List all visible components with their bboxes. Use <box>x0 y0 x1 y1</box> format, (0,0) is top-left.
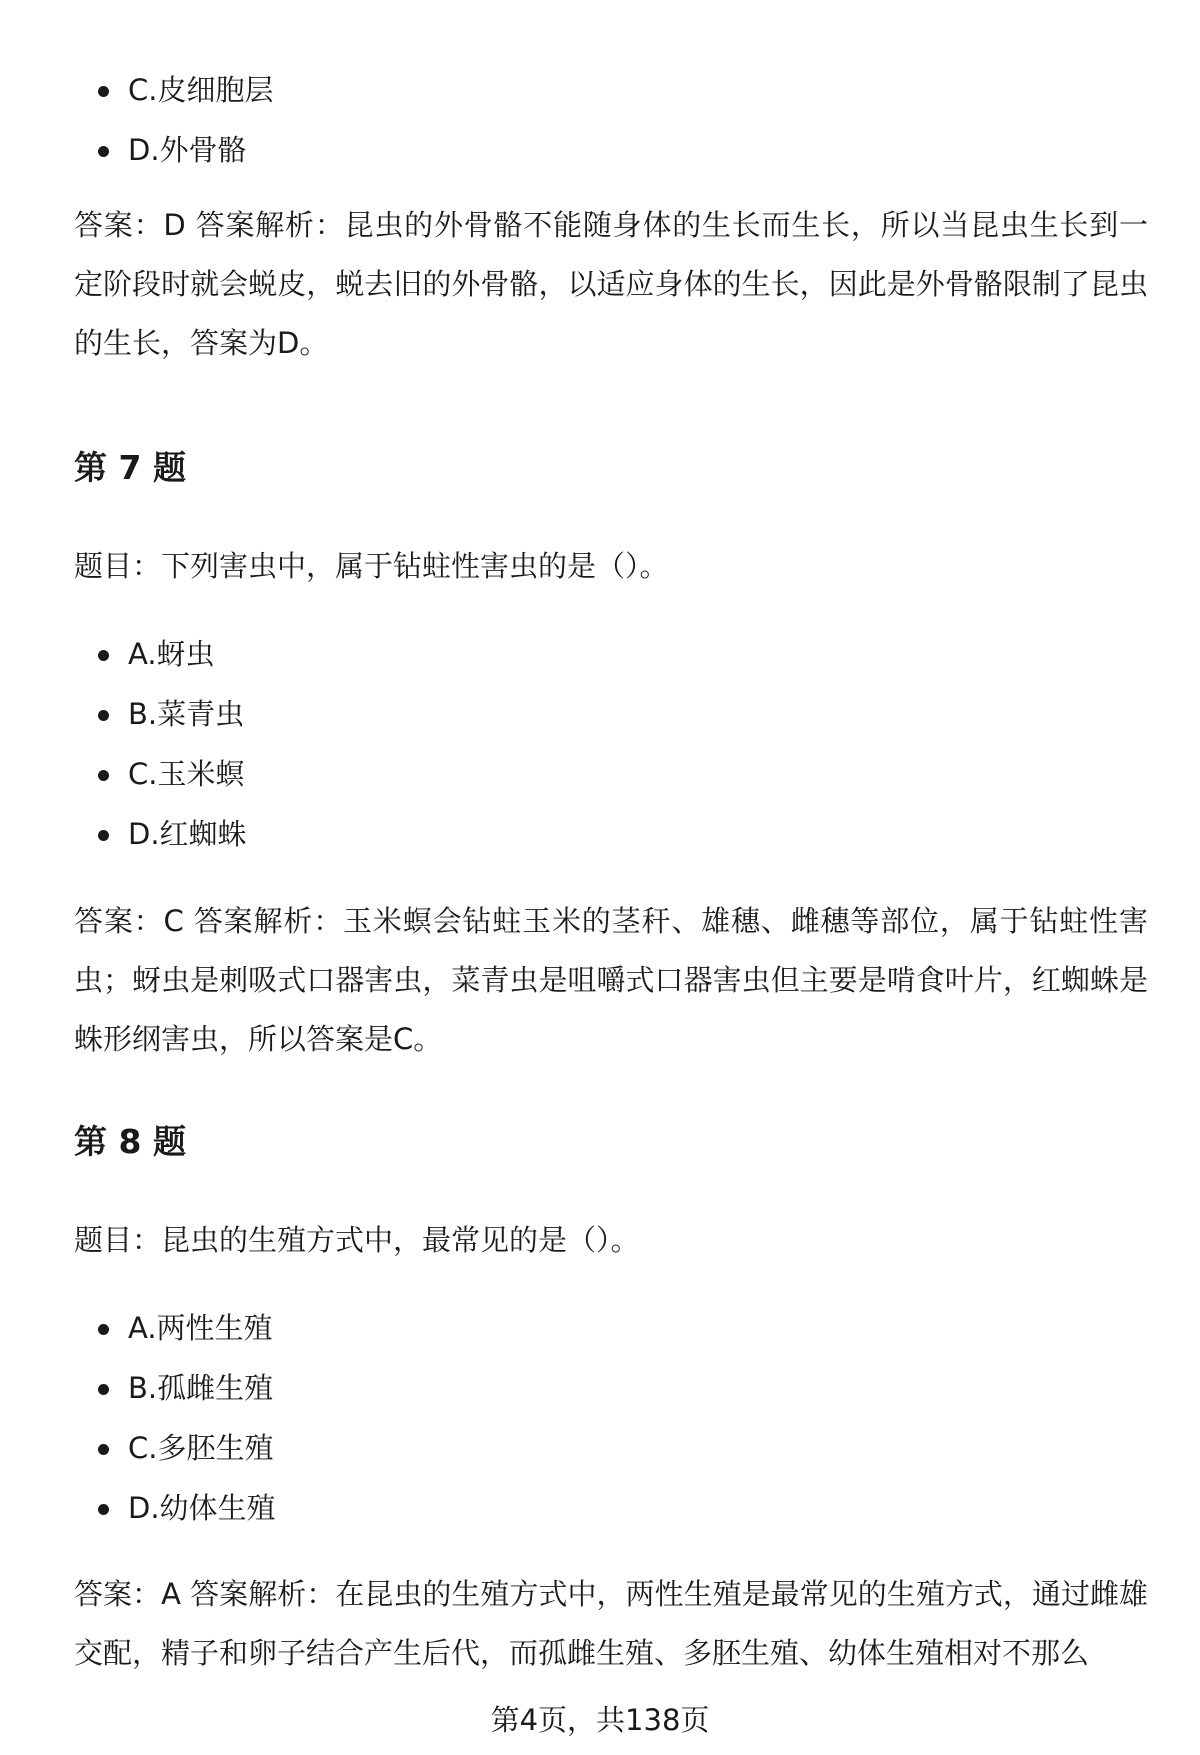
option-c: C.玉米螟 <box>74 744 1148 804</box>
question-8-answer-explanation: 答案：A 答案解析：在昆虫的生殖方式中，两性生殖是最常见的生殖方式，通过雌雄交配，精子和卵子结合产生后代，而孤雌生殖、多胚生殖、幼体生殖相对不那么 <box>74 1577 1148 1670</box>
option-d: D.幼体生殖 <box>74 1478 1148 1538</box>
option-b: B.孤雌生殖 <box>74 1358 1148 1418</box>
option-b: B.菜青虫 <box>74 684 1148 744</box>
option-d: D.红蜘蛛 <box>74 804 1148 864</box>
prev-answer-explanation: 答案：D 答案解析：昆虫的外骨骼不能随身体的生长而生长，所以当昆虫生长到一定阶段时就会蜕皮，蜕去旧的外骨骼，以适应身体的生长，因此是外骨骼限制了昆虫的生长，答案为D。 <box>74 208 1148 360</box>
question-7-options <box>74 624 1148 864</box>
question-8-stem: 题目：昆虫的生殖方式中，最常见的是（）。 <box>74 1223 640 1257</box>
question-8-heading: 第 8 题 <box>74 1122 186 1161</box>
prev-options-list <box>74 60 1148 180</box>
question-7-heading: 第 7 题 <box>74 448 186 487</box>
page-number-footer: 第4页，共138页 <box>490 1703 710 1737</box>
option-a: A.两性生殖 <box>74 1298 1148 1358</box>
question-8-options <box>74 1298 1148 1538</box>
question-7-stem: 题目：下列害虫中，属于钻蛀性害虫的是（）。 <box>74 549 669 583</box>
option-c: C.多胚生殖 <box>74 1418 1148 1478</box>
option-a: A.蚜虫 <box>74 624 1148 684</box>
question-7-answer-explanation: 答案：C 答案解析：玉米螟会钻蛀玉米的茎秆、雄穗、雌穗等部位，属于钻蛀性害虫；蚜虫是刺吸式口器害虫，菜青虫是咀嚼式口器害虫但主要是啃食叶片，红蜘蛛是蛛形纲害虫，所以答案是C。 <box>74 904 1148 1056</box>
option-c: C.皮细胞层 <box>74 60 1148 120</box>
option-d: D.外骨骼 <box>74 120 1148 180</box>
